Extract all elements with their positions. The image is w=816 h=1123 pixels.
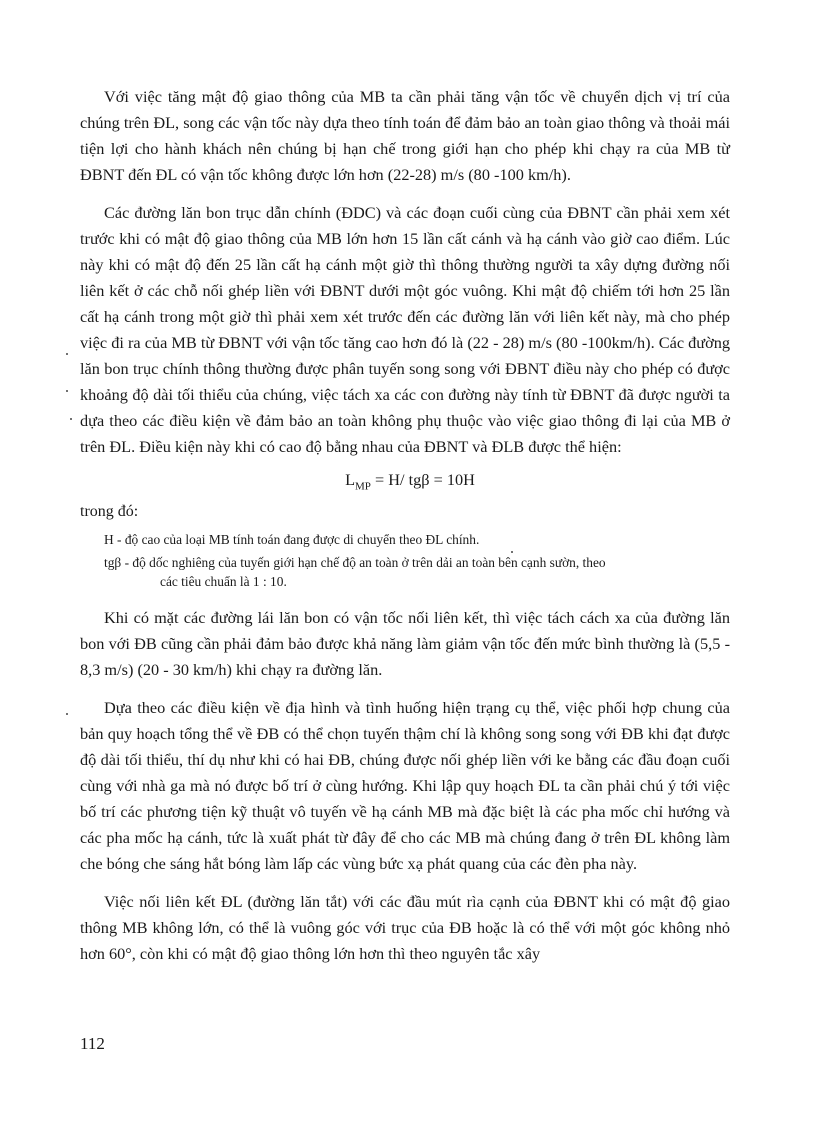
where-label: trong đó: [80,503,139,521]
scan-speck [511,551,513,553]
scan-speck [70,418,72,420]
scan-speck [66,353,68,355]
paragraph-5: Việc nối liên kết ĐL (đường lăn tắt) với các đầu mút rìa cạnh của ĐBNT khi có mật độ giao thông MB không lớn, có thể là vuông góc với trục của ĐB hoặc là có thể với một góc không nhỏ hơn 60°, còn khi có mật độ giao thông lớn hơn thì theo nguyên tắc xây [80,892,730,964]
definition-tg-line2: các tiêu chuẩn là 1 : 10. [160,574,287,590]
paragraph-1: Với việc tăng mật độ giao thông của MB ta cần phải tăng vận tốc về chuyển dịch vị trí của chúng trên ĐL, song các vận tốc này dựa theo tính toán để đảm bảo an toàn giao thông và thoải mái tiện lợi cho hành khách nên chúng bị hạn chế trong giới hạn cho phép khi chạy ra của MB từ ĐBNT đến ĐL có vận tốc không được lớn hơn (22-28) m/s (80 -100 km/h). [80,87,730,184]
page-number: 112 [80,1034,105,1053]
formula [80,468,730,498]
paragraph-2: Các đường lăn bon trục dẫn chính (ĐDC) và các đoạn cuối cùng của ĐBNT cần phải xem xét trước khi có mật độ giao thông của MB lớn hơn 15 lần cất cánh và hạ cánh vào giờ cao điểm. Lúc này khi có mật độ đến 25 lần cất hạ cánh một giờ thì thông thường người ta xây dựng đường nối liên kết ở các chỗ nối ghép liền với ĐBNT dưới một góc vuông. Khi mật độ chiếm tới hơn 25 lần cất hạ cánh trong một giờ thì phải xem xét trước đến các đường lăn với liên kết này, mà cho phép việc đi ra của MB từ ĐBNT với vận tốc tăng cao hơn đó là (22 - 28) m/s (80 -100km/h). Các đường lăn bon trục chính thông thường được phân tuyến song song với ĐBNT điều này cho phép có được khoảng độ dài tối thiểu của chúng, việc tách xa các con đường này tính từ ĐBNT đã được người ta dựa theo các điều kiện về đảm bảo an toàn không phụ thuộc vào việc giao thông đi lại của MB ở trên ĐL. Điều kiện này khi có cao độ bằng nhau của ĐBNT và ĐLB được thể hiện: [80,203,730,456]
formula-subscript: MP [355,480,371,493]
paragraph-4: Dựa theo các điều kiện về địa hình và tình huống hiện trạng cụ thể, việc phối hợp chung của bản quy hoạch tổng thể về ĐB có thể chọn tuyến thậm chí là không song song với ĐB khi đạt được độ dài tối thiểu, thí dụ như khi có hai ĐB, chúng được nối ghép liền với ke bằng các đầu đoạn cuối cùng với nhà ga mà nó được bố trí ở cùng hướng. Khi lập quy hoạch ĐL ta cần phải chú ý tới việc bố trí các phương tiện kỹ thuật vô tuyến về hạ cánh MB mà đặc biệt là các pha mốc chỉ hướng và các pha mốc hạ cánh, tức là xuất phát từ đây để cho các MB mà chúng đang ở trên ĐL không làm che bóng che sáng hắt bóng làm lấp các vùng bức xạ phát quang của các đèn pha này. [80,698,730,874]
document-page [80,84,730,979]
formula-lhs: L [345,470,356,489]
definition-tg [80,553,730,591]
definition-tg-line1: tgβ - độ dốc nghiêng của tuyến giới hạn chế độ an toàn ở trên dải an toàn bên cạnh sườn, theo [104,555,606,571]
formula-rhs: = H/ tgβ = 10H [370,470,475,489]
definition-h: H - độ cao của loại MB tính toán đang được di chuyển theo ĐL chính. [104,532,480,548]
paragraph-3: Khi có mặt các đường lái lăn bon có vận tốc nối liên kết, thì việc tách cách xa của đường lăn bon với ĐB cũng cần phải đảm bảo được khả năng làm giảm vận tốc đến mức bình thường là (5,5 - 8,3 m/s) (20 - 30 km/h) khi chạy ra đường lăn. [80,608,730,680]
scan-speck [66,390,68,392]
scan-speck [66,713,68,715]
